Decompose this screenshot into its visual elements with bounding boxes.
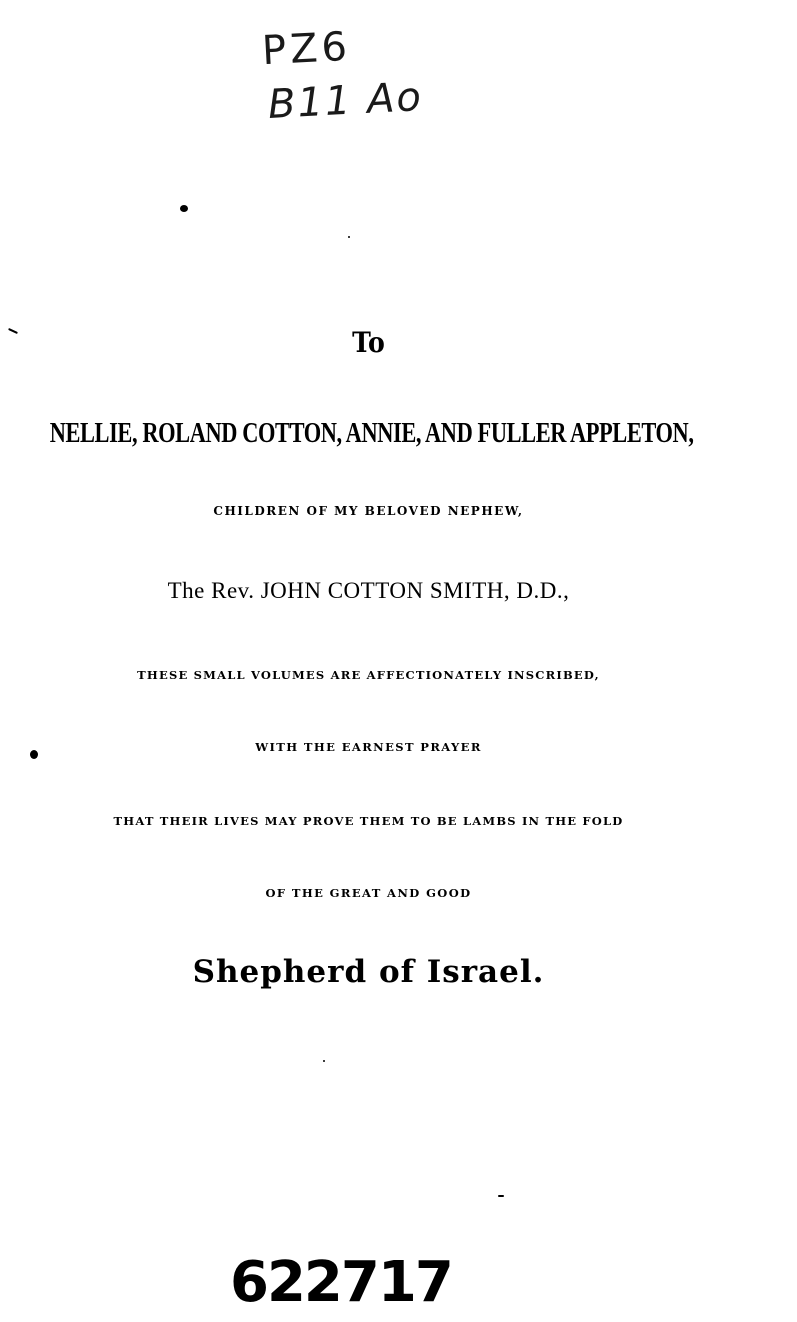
ink-speck <box>180 205 188 212</box>
ink-speck <box>323 1060 325 1062</box>
ink-speck <box>348 236 350 238</box>
children-of-line: CHILDREN OF MY BELOVED NEPHEW, <box>213 504 524 518</box>
call-number-line-2: B11 Ao <box>266 73 424 129</box>
library-stamp-number: 622717 <box>230 1250 452 1315</box>
earnest-prayer-line: WITH THE EARNEST PRAYER <box>255 740 482 754</box>
ink-speck <box>498 1195 504 1197</box>
volumes-inscribed-line: THESE SMALL VOLUMES ARE AFFECTIONATELY INSCRIBED, <box>137 668 600 682</box>
dedication-names: NELLIE, ROLAND COTTON, ANNIE, AND FULLER APPLETON, <box>49 418 694 449</box>
dedication-heading: To <box>352 326 385 359</box>
shepherd-of-israel: Shepherd of Israel. <box>192 954 545 990</box>
reverend-name: The Rev. JOHN COTTON SMITH, D.D., <box>167 578 570 603</box>
call-number-line-1: PZ6 <box>260 23 353 75</box>
great-and-good-line: OF THE GREAT AND GOOD <box>265 886 472 900</box>
lives-line: THAT THEIR LIVES MAY PROVE THEM TO BE LAMBS IN THE FOLD <box>113 814 624 828</box>
